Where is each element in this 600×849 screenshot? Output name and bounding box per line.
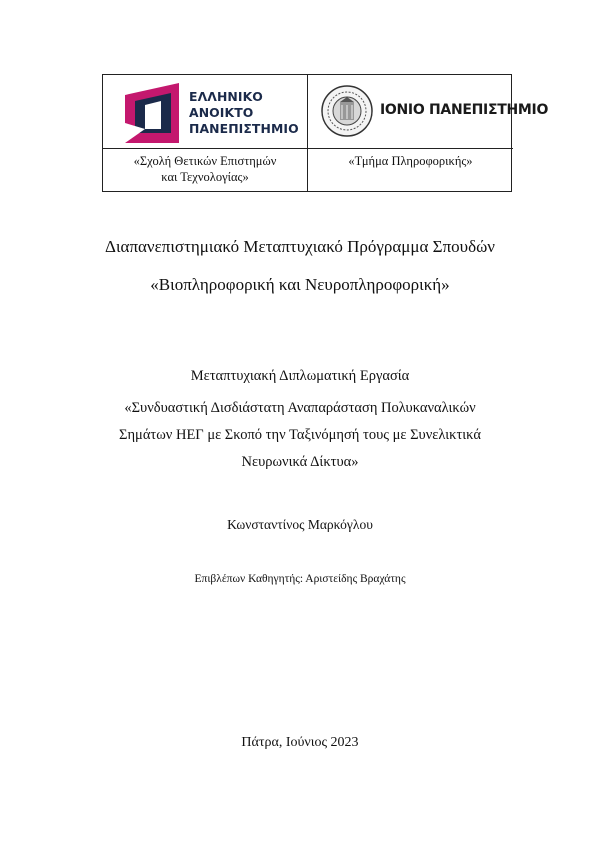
school-caption: «Σχολή Θετικών Επιστημών και Τεχνολογίας»: [103, 149, 308, 192]
thesis-title-line-3: Νευρωνικά Δίκτυα»: [241, 454, 359, 470]
eap-logo-text: ΕΛΛΗΝΙΚΟ ΑΝΟΙΚΤΟ ΠΑΝΕΠΙΣΤΗΜΙΟ: [189, 89, 299, 136]
header-table: [102, 74, 549, 192]
department-caption: «Τμήμα Πληροφορικής»: [348, 154, 473, 168]
program-title: Διαπανεπιστημιακό Μεταπτυχιακό Πρόγραμμα Σπουδών: [105, 237, 495, 256]
thesis-title-line-2: Σημάτων ΗΕΓ με Σκοπό την Ταξινόμησή τους με Συνελικτικά: [119, 427, 481, 443]
thesis-title-line-1: «Συνδυαστική Δισδιάστατη Αναπαράσταση Πολυκαναλικών: [124, 400, 476, 416]
ionio-seal-icon: [320, 84, 374, 138]
eap-logo-icon: [121, 83, 183, 143]
thesis-type: Μεταπτυχιακή Διπλωματική Εργασία: [190, 368, 410, 384]
eap-logo-cell: [103, 75, 308, 149]
author-name: Κωνσταντίνος Μαρκόγλου: [227, 517, 373, 532]
ionio-logo-name: ΙΟΝΙΟ ΠΑΝΕΠΙΣΤΗΜΙΟ: [380, 102, 549, 118]
supervisor: Επιβλέπων Καθηγητής: Αριστείδης Βραχάτης: [194, 573, 406, 585]
place-date: Πάτρα, Ιούνιος 2023: [241, 735, 359, 750]
program-name: «Βιοπληροφορική και Νευροπληροφορική»: [150, 275, 450, 294]
ionio-logo-cell: [308, 75, 549, 149]
